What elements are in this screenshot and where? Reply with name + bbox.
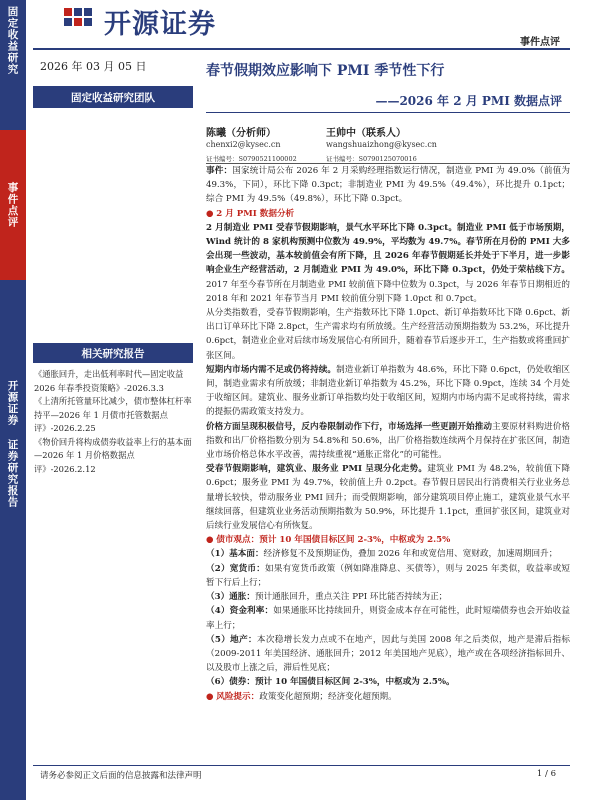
view-point-label: （3）通胀： — [206, 592, 255, 603]
section-heading — [206, 207, 570, 221]
view-point-label: （5）地产： — [206, 634, 257, 645]
paragraph-non-manufacturing — [206, 462, 570, 533]
bullet-icon: ● — [206, 208, 214, 219]
analyst-name: 陈曦（分析师） — [206, 128, 276, 139]
analyst-email[interactable]: chenxi2@kysec.cn — [206, 140, 281, 149]
view-point-text: 本次稳增长发力点或不在地产，因此与美国 2008 年之后类似，地产是滞后指标（2009-2011 年美国经济、通胀回升；2012 年美国地产见底），地产或在各项经济指标回升、以及股市上涨之后，滞后性见底； — [206, 634, 570, 674]
side-tab-research-report: 开源证券 证券研究报告 — [0, 280, 26, 800]
logo-mark-icon — [64, 8, 92, 26]
paragraph-lead: 受春节假期影响，建筑业、服务业 PMI 呈现分化走势。 — [206, 464, 428, 475]
view-point — [206, 562, 570, 590]
title-divider — [206, 112, 570, 113]
paragraph-text: 制造业新订单指数为 48.6%，环比下降 0.6pct，仍处收缩区间，制造业需求有所放缓；非制造业新订单指数为 45.2%，环比下降 0.9pct，连续 34 个月处于收缩区间。建筑业、服务业新订单指数均处于收缩区间，短期内市场内需不足或将持续，需求的提振仍需政策支持发力。 — [206, 364, 570, 418]
header-divider — [33, 48, 570, 50]
paragraph-text: 2017 年至今春节所在月制造业 PMI 较前值下降中位数为 0.3pct，与 2026 年春节日期相近的 2018 年和 2021 年春节当月 PMI 较前值分别下降 1.0pct 和 0.7pct。 — [206, 279, 570, 304]
bullet-icon: ● — [206, 535, 214, 546]
report-title: 春节假期效应影响下 PMI 季节性下行 — [206, 63, 445, 79]
related-reports-list — [34, 368, 194, 476]
bond-view-label: 债市观点： — [216, 535, 260, 546]
view-point — [206, 633, 570, 676]
paragraph-text: 主要原材料购进价格指数和出厂价格指数分别为 54.8%和 50.6%，出厂价格指数连续两个月保持在扩张区间，制造业市场价格总体水平改善，需持续重视“通胀正常化”的可能性。 — [206, 421, 570, 461]
view-point-text: 如果有宽货币政策（例如降准降息、买债等），则与 2025 年类似，收益率或短暂下行后上行； — [206, 563, 570, 588]
report-date: 2026 年 03 月 05 日 — [40, 60, 147, 73]
report-type-label: 事件点评 — [520, 37, 560, 48]
related-report-link[interactable]: 《物价回升将构成债券收益率上行的基本面—2026 年 1 月价格数据点评》-2026.2.12 — [34, 436, 192, 474]
view-point-text: 预计 10 年国债目标区间 2-3%，中枢或为 2.5%。 — [254, 677, 455, 688]
team-label: 固定收益研究团队 — [33, 86, 193, 108]
risk-label: 风险提示： — [216, 691, 260, 702]
view-point — [206, 604, 570, 632]
footer-divider — [33, 765, 570, 766]
paragraph-lead: 2 月制造业 PMI 受春节假期影响，景气水平环比下降 0.3pct。制造业 PMI 低于市场预期，Wind 统计的 8 家机构预测中位数为 49.9%，平均数为 49.7%。春节所在月份的 PMI 大多会出现一些波动，基本较前值会有所下降，且 2026 年春节假期延长并处于下半月，进一步影响企业生产经营活动，2 月制造业 PMI 为 49.0%，环比下降 0.3pct，仍处于荣枯线下方。 — [206, 222, 570, 276]
paragraph-lead: 价格方面呈现积极信号，反内卷限制动作下行，市场选择一些更剧开始推动 — [206, 421, 493, 432]
view-point-text: 如果通胀环比持续回升，则资金成本存在可能性，此时短端债券也会开始收益率上行； — [206, 606, 570, 631]
logo-text: 开源证券 — [104, 9, 216, 40]
view-point — [206, 675, 570, 689]
analyst-certificate: 证书编号：S0790521100002 — [206, 155, 297, 163]
event-text: 国家统计局公布 2026 年 2 月采购经理指数运行情况，制造业 PMI 为 49.0%（前值为 49.3%，下同），环比下降 0.3pct；非制造业 PMI 为 49.5%（49.4%），环比提升 0.1pct；综合 PMI 为 49.5%（49.8%），环比下降 0.3pct。 — [206, 166, 570, 205]
view-point-label: （4）资金利率： — [206, 606, 274, 617]
view-point — [206, 547, 570, 561]
contact-certificate: 证书编号：S0790125070016 — [326, 155, 417, 163]
bond-view-text: 预计 10 年国债目标区间 2-3%，中枢或为 2.5% — [259, 535, 451, 546]
disclaimer-note: 请务必参阅正文后面的信息披露和法律声明 — [40, 771, 202, 781]
contact-email[interactable]: wangshuaizhong@kysec.cn — [326, 140, 437, 149]
side-tab-fixed-income: 固定收益研究 — [0, 0, 26, 130]
view-point — [206, 590, 570, 604]
paragraph-manufacturing — [206, 221, 570, 306]
view-point-text: 经济修复不及预期证伪，叠加 2026 年和或宽信用、宽财政，加速周期回升； — [263, 549, 558, 560]
risk-text: 政策变化超预期；经济变化超预期。 — [259, 691, 397, 702]
related-report-link[interactable]: 《通胀回升，走出低利率时代—固定收益 2026 年春季投资策略》-2026.3.3 — [34, 369, 184, 393]
paragraph-demand — [206, 363, 570, 420]
page-number: 1 / 6 — [536, 769, 556, 779]
view-point-text: 预计通胀回升，重点关注 PPI 环比能否持续为正； — [254, 592, 448, 603]
view-point-label: （1）基本面： — [206, 549, 264, 560]
contact-name: 王帅中（联系人） — [326, 128, 406, 139]
paragraph-text: 建筑业 PMI 为 48.2%，较前值下降 0.6pct；服务业 PMI 为 49.7%，较前值上升 0.2pct。春节假日居民出行消费相关行业业务总量增长较快，带动服务业 PMI 回升；而受假期影响，部分建筑项目停止施工，建筑业景气水平继续回落，但建筑业业务活动预期指数为 50.9%，环比提升 1.1pct，重回扩张区间，建筑业对后续行业发展信心有所恢复。 — [206, 464, 570, 532]
paragraph-subindices: 从分类指数看，受春节假期影响，生产指数环比下降 1.0pct、新订单指数环比下降 0.6pct、新出口订单环比下降 2.8pct，生产需求均有所放缓。生产经营活动预期指数为 53.2%，环比提升 0.6pct，制造业企业对后续市场发展信心有所回升，随着春节后逐步开工，生产指数或将重回扩张区间。 — [206, 308, 570, 361]
bullet-icon: ● — [206, 691, 214, 702]
event-label: 事件： — [206, 166, 233, 176]
report-subtitle: ——2026 年 2 月 PMI 数据点评 — [375, 94, 562, 108]
related-reports-heading: 相关研究报告 — [33, 343, 193, 363]
paragraph-prices — [206, 420, 570, 463]
section-title: 2 月 PMI 数据分析 — [216, 208, 295, 219]
side-tab-event-comment: 事件点评 — [0, 130, 26, 280]
related-report-link[interactable]: 《上清所托管量环比减少，债市整体杠杆率持平—2026 年 1 月债市托管数据点评》-2026.2.25 — [34, 396, 192, 433]
bond-view-heading — [206, 533, 570, 547]
report-body — [206, 164, 570, 704]
view-point-label: （2）宽货币： — [206, 563, 266, 574]
event-paragraph — [206, 164, 570, 207]
paragraph-lead: 短期内市场内需不足或仍将持续。 — [206, 364, 337, 375]
view-point-label: （6）债券： — [206, 677, 255, 688]
risk-note — [206, 690, 570, 704]
